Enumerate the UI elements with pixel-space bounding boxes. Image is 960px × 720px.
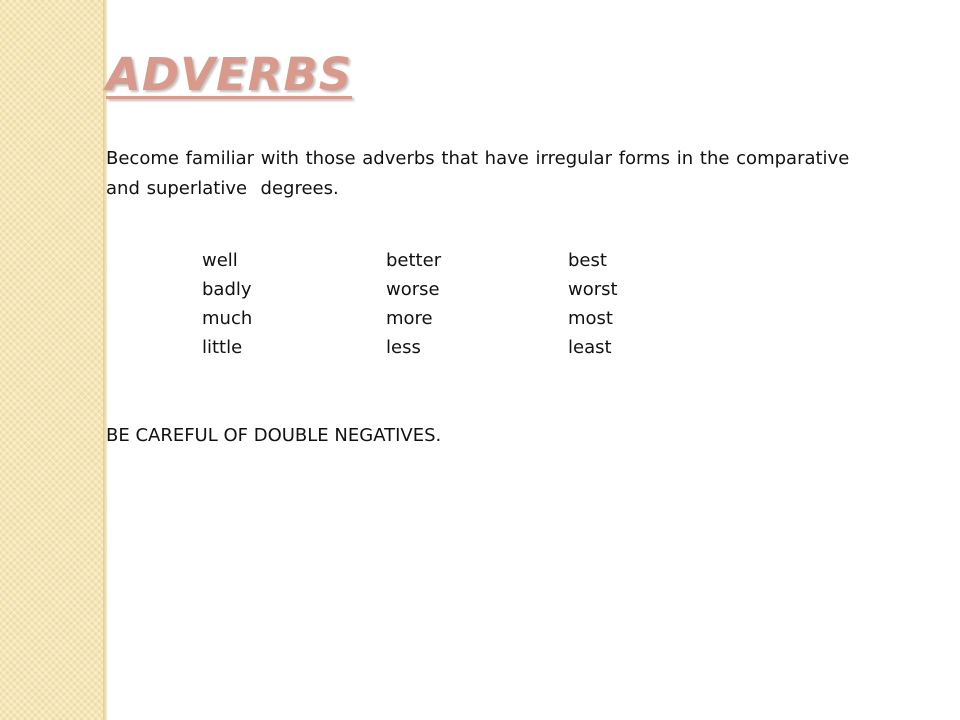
irregular-adverb-forms: [202, 246, 688, 362]
superlative-form: most: [568, 308, 613, 329]
slide-title: ADVERBS: [106, 48, 353, 101]
intro-line-1: Become familiar with those adverbs that have irregular forms in the comparative: [106, 148, 850, 169]
positive-form: much: [202, 308, 253, 329]
comparative-form: better: [386, 250, 442, 271]
superlative-form: best: [568, 250, 607, 271]
double-negatives-warning: BE CAREFUL OF DOUBLE NEGATIVES.: [106, 425, 442, 446]
superlative-form: worst: [568, 279, 618, 300]
intro-line-2: and superlative degrees.: [106, 178, 339, 199]
decorative-side-strip: [0, 0, 103, 720]
positive-form: badly: [202, 279, 252, 300]
comparative-form: worse: [386, 279, 440, 300]
superlative-form: least: [568, 337, 612, 358]
intro-text: [106, 144, 926, 204]
positive-form: little: [202, 337, 243, 358]
comparative-form: more: [386, 308, 433, 329]
positive-form: well: [202, 250, 238, 271]
comparative-form: less: [386, 337, 421, 358]
side-strip-edge: [103, 0, 107, 720]
